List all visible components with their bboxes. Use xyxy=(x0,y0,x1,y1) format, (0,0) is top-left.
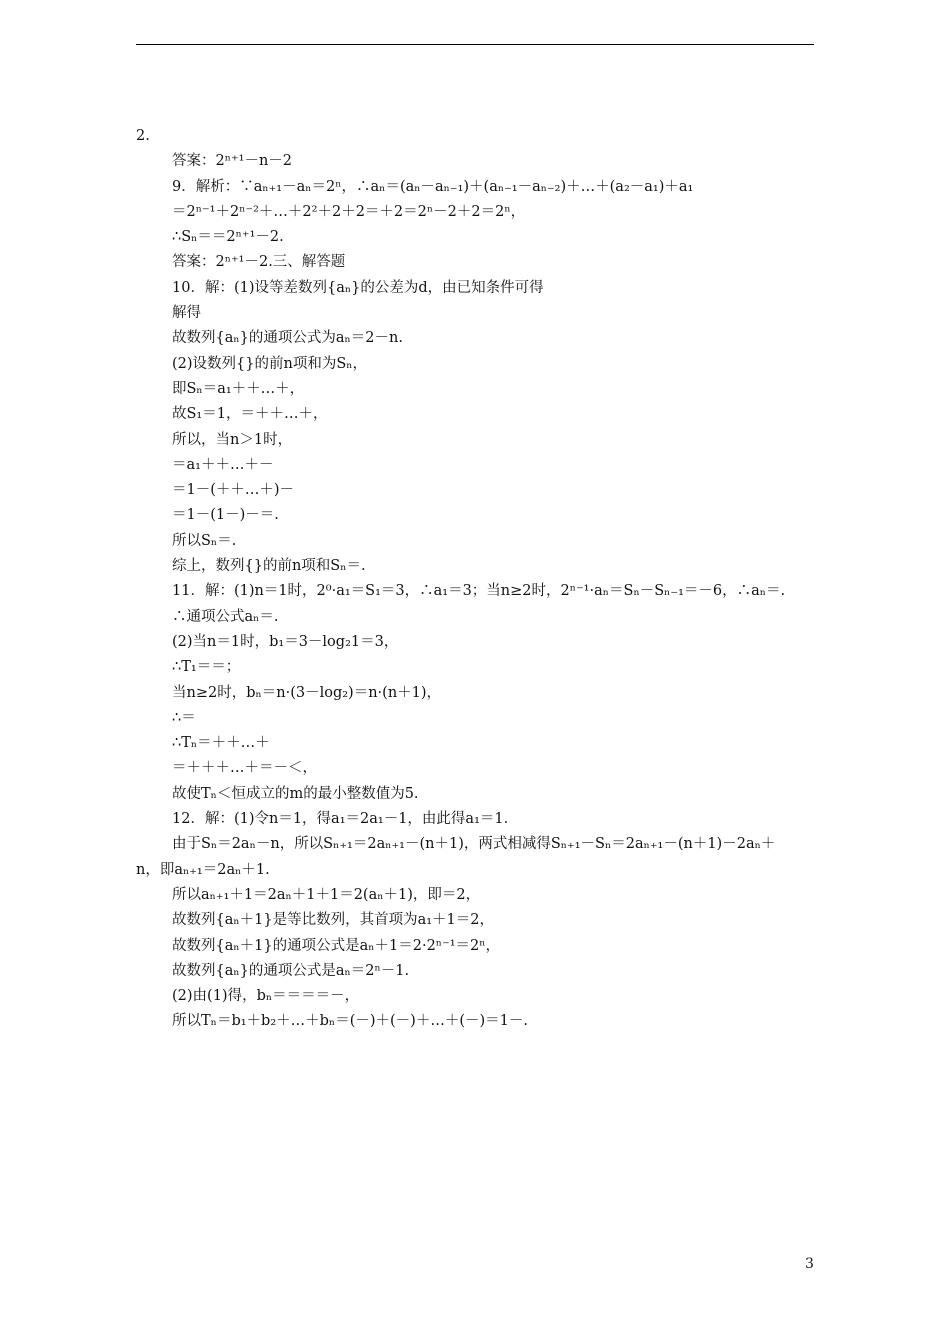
text-line: 所以Tₙ＝b₁＋b₂＋…＋bₙ＝(－)＋(－)＋…＋(－)＝1－. xyxy=(172,1013,528,1030)
text-line: 10．解：(1)设等差数列{aₙ}的公差为d，由已知条件可得 xyxy=(172,279,544,296)
page-number: 3 xyxy=(805,1256,814,1272)
text-line: (2)由(1)得，bₙ＝＝＝＝－， xyxy=(172,988,360,1005)
text-line: ＝a₁＋＋…＋－ xyxy=(172,456,274,473)
text-line: ∴＝ xyxy=(172,709,196,726)
text-line: 故数列{aₙ}的通项公式是aₙ＝2ⁿ－1. xyxy=(172,962,410,979)
text-line: 答案：2ⁿ⁺¹－2.三、解答题 xyxy=(172,254,346,271)
text-line: 2. xyxy=(136,128,150,144)
document-body xyxy=(136,124,816,1035)
text-line: 11．解：(1)n＝1时，2⁰·a₁＝S₁＝3，∴a₁＝3；当n≥2时，2ⁿ⁻¹·aₙ＝Sₙ－Sₙ₋₁＝－6，∴aₙ＝. xyxy=(172,583,786,600)
text-line: 解得 xyxy=(172,305,201,322)
text-line: ＝1－(1－)－＝. xyxy=(172,507,279,524)
text-line: (2)当n＝1时，b₁＝3－log₂1＝3， xyxy=(172,633,399,650)
text-line: 故数列{aₙ＋1}的通项公式是aₙ＋1＝2·2ⁿ⁻¹＝2ⁿ， xyxy=(172,937,501,954)
text-line: 故S₁＝1，＝＋＋…＋， xyxy=(172,406,328,423)
text-line: ＝2ⁿ⁻¹＋2ⁿ⁻²＋…＋2²＋2＋2＝＋2＝2ⁿ－2＋2＝2ⁿ， xyxy=(172,203,526,220)
text-line: (2)设数列{}的前n项和为Sₙ， xyxy=(172,355,368,372)
text-line: 答案：2ⁿ⁺¹－n－2 xyxy=(172,153,293,170)
text-line: 所以Sₙ＝. xyxy=(172,532,237,549)
text-line: 由于Sₙ＝2aₙ－n，所以Sₙ₊₁＝2aₙ₊₁－(n＋1)，两式相减得Sₙ₊₁－Sₙ＝2aₙ₊₁－(n＋1)－2aₙ＋ xyxy=(172,836,776,853)
text-line: 即Sₙ＝a₁＋＋…＋， xyxy=(172,380,305,397)
text-line: ∴T₁＝＝； xyxy=(172,659,241,676)
text-line: ＝1－(＋＋…＋)－ xyxy=(172,482,295,499)
text-line: 9．解析：∵aₙ₊₁－aₙ＝2ⁿ，∴aₙ＝(aₙ－aₙ₋₁)＋(aₙ₋₁－aₙ₋₂)＋…＋(a₂－a₁)＋a₁ xyxy=(172,178,694,195)
text-line: 故数列{aₙ}的通项公式为aₙ＝2－n. xyxy=(172,330,403,347)
text-line: 当n≥2时，bₙ＝n·(3－log₂)＝n·(n＋1)， xyxy=(172,684,442,701)
text-line: 故使Tₙ＜恒成立的m的最小整数值为5. xyxy=(172,785,419,802)
text-line: ∴Tₙ＝＋＋…＋ xyxy=(172,735,270,752)
text-line: 综上，数列{}的前n项和Sₙ＝. xyxy=(172,558,366,575)
text-line: ＝＋＋＋…＋＝－＜， xyxy=(172,760,317,777)
text-line: n，即aₙ₊₁＝2aₙ＋1. xyxy=(136,861,270,878)
text-line: ∴Sₙ＝＝2ⁿ⁺¹－2. xyxy=(172,229,284,246)
header-rule xyxy=(136,44,814,45)
text-line: 所以aₙ₊₁＋1＝2aₙ＋1＋1＝2(aₙ＋1)，即＝2， xyxy=(172,886,481,903)
text-line: 故数列{aₙ＋1}是等比数列，其首项为a₁＋1＝2， xyxy=(172,912,495,929)
text-line: ∴通项公式aₙ＝. xyxy=(172,608,279,625)
text-line: 所以，当n＞1时， xyxy=(172,431,293,448)
text-line: 12．解：(1)令n＝1，得a₁＝2a₁－1，由此得a₁＝1. xyxy=(172,811,509,828)
